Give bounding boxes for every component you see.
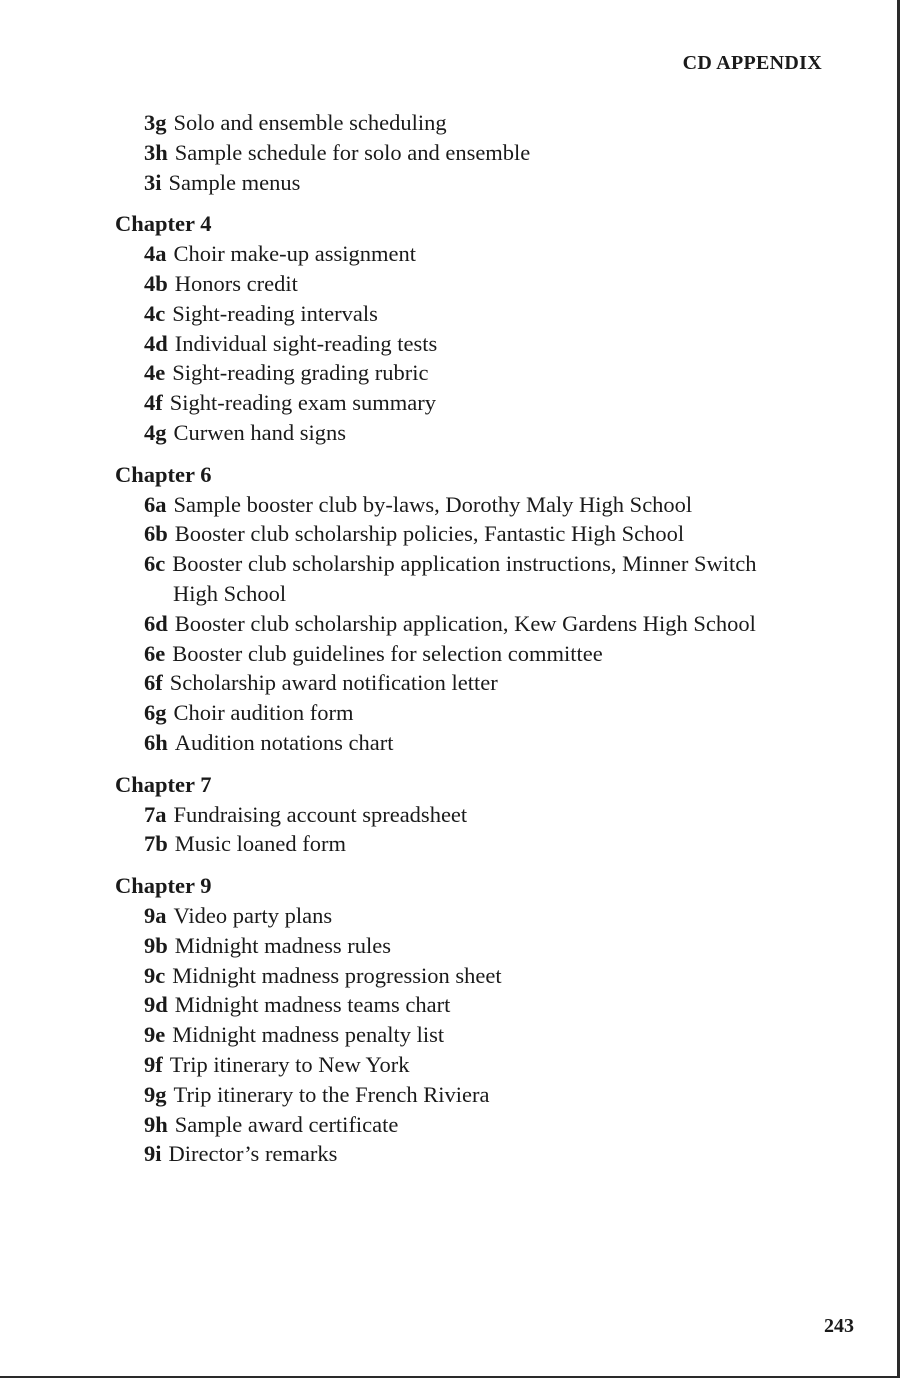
list-item (115, 901, 815, 931)
item-title: Sample booster club by-laws, Dorothy Maly High School (173, 491, 693, 517)
running-head: CD APPENDIX (682, 52, 822, 74)
item-title: Choir audition form (173, 700, 354, 726)
item-code: 4a (144, 241, 167, 267)
item-title-continuation: High School (173, 580, 287, 606)
chapter-heading: Chapter 7 (115, 771, 212, 797)
list-item (115, 418, 815, 448)
list-item (115, 931, 815, 961)
item-title: Sight-reading grading rubric (172, 360, 429, 386)
list-item (115, 239, 815, 269)
item-title: Midnight madness progression sheet (172, 962, 502, 988)
item-title: Booster club scholarship application, Kew Gardens High School (174, 610, 756, 636)
list-item (115, 639, 815, 669)
item-code: 9b (144, 932, 168, 958)
list-item (115, 800, 815, 830)
page-number: 243 (824, 1315, 854, 1337)
item-title: Choir make-up assignment (173, 241, 416, 267)
item-code: 4f (144, 390, 163, 416)
item-title: Fundraising account spreadsheet (173, 801, 468, 827)
appendix-list (115, 108, 815, 1169)
item-title: Trip itinerary to the French Riviera (173, 1081, 490, 1107)
list-item (115, 1110, 815, 1140)
item-title: Sample menus (168, 169, 301, 195)
item-title: Individual sight-reading tests (174, 330, 438, 356)
item-code: 9h (144, 1111, 168, 1137)
list-item (115, 961, 815, 991)
item-code: 6d (144, 610, 168, 636)
item-title: Booster club scholarship policies, Fantastic High School (174, 521, 685, 547)
item-code: 4g (144, 419, 167, 445)
item-title: Sample schedule for solo and ensemble (174, 139, 531, 165)
chapter-heading: Chapter 4 (115, 211, 212, 237)
list-item (115, 990, 815, 1020)
list-item (115, 549, 815, 609)
item-code: 9i (144, 1141, 162, 1167)
item-code: 9d (144, 992, 168, 1018)
list-item (115, 609, 815, 639)
list-item (115, 1050, 815, 1080)
item-code: 9e (144, 1022, 166, 1048)
chapter-4-section (115, 209, 815, 447)
item-code: 6c (144, 551, 166, 577)
item-title: Midnight madness teams chart (174, 992, 451, 1018)
list-item (115, 829, 815, 859)
chapter-6-section (115, 460, 815, 758)
list-item (115, 668, 815, 698)
item-code: 6f (144, 670, 163, 696)
item-code: 7a (144, 801, 167, 827)
list-item (115, 138, 815, 168)
item-code: 6a (144, 491, 167, 517)
list-item (115, 698, 815, 728)
list-item (115, 519, 815, 549)
chapter-heading: Chapter 6 (115, 461, 212, 487)
item-title: Sight-reading intervals (172, 300, 378, 326)
list-item (115, 269, 815, 299)
list-item (115, 168, 815, 198)
item-title: Booster club guidelines for selection committee (172, 640, 603, 666)
item-title: Honors credit (174, 270, 298, 296)
chapter-9-section (115, 871, 815, 1169)
list-item (115, 358, 815, 388)
item-code: 3g (144, 110, 167, 135)
item-code: 6b (144, 521, 168, 547)
item-code: 9f (144, 1051, 163, 1077)
item-code: 3i (144, 169, 162, 195)
item-title: Scholarship award notification letter (169, 670, 498, 696)
item-title: Sample award certificate (174, 1111, 399, 1137)
item-title: Video party plans (173, 902, 333, 928)
item-title: Curwen hand signs (173, 419, 346, 445)
list-item (115, 490, 815, 520)
item-code: 4d (144, 330, 168, 356)
item-title: Booster club scholarship application instructions, Minner Switch (172, 551, 757, 577)
item-code: 6g (144, 700, 167, 726)
item-title: Trip itinerary to New York (169, 1051, 410, 1077)
item-code: 9a (144, 902, 167, 928)
item-code: 4b (144, 270, 168, 296)
item-code: 4e (144, 360, 166, 386)
item-code: 6h (144, 729, 168, 755)
list-item (115, 728, 815, 758)
item-title: Midnight madness rules (174, 932, 391, 958)
chapter-heading: Chapter 9 (115, 873, 212, 899)
item-title: Sight-reading exam summary (169, 390, 436, 416)
item-code: 4c (144, 300, 166, 326)
list-item (115, 329, 815, 359)
item-code: 7b (144, 831, 168, 857)
item-title: Midnight madness penalty list (172, 1022, 445, 1048)
list-item (115, 1080, 815, 1110)
list-item (115, 1139, 815, 1169)
item-title: Solo and ensemble scheduling (173, 110, 447, 135)
item-title: Music loaned form (174, 831, 346, 857)
list-item (115, 1020, 815, 1050)
item-code: 6e (144, 640, 166, 666)
item-code: 3h (144, 139, 168, 165)
item-code: 9g (144, 1081, 167, 1107)
list-item (115, 108, 815, 138)
item-code: 9c (144, 962, 166, 988)
list-item (115, 388, 815, 418)
item-title: Director’s remarks (168, 1141, 338, 1167)
chapter-7-section (115, 770, 815, 859)
list-item (115, 299, 815, 329)
item-title: Audition notations chart (174, 729, 394, 755)
